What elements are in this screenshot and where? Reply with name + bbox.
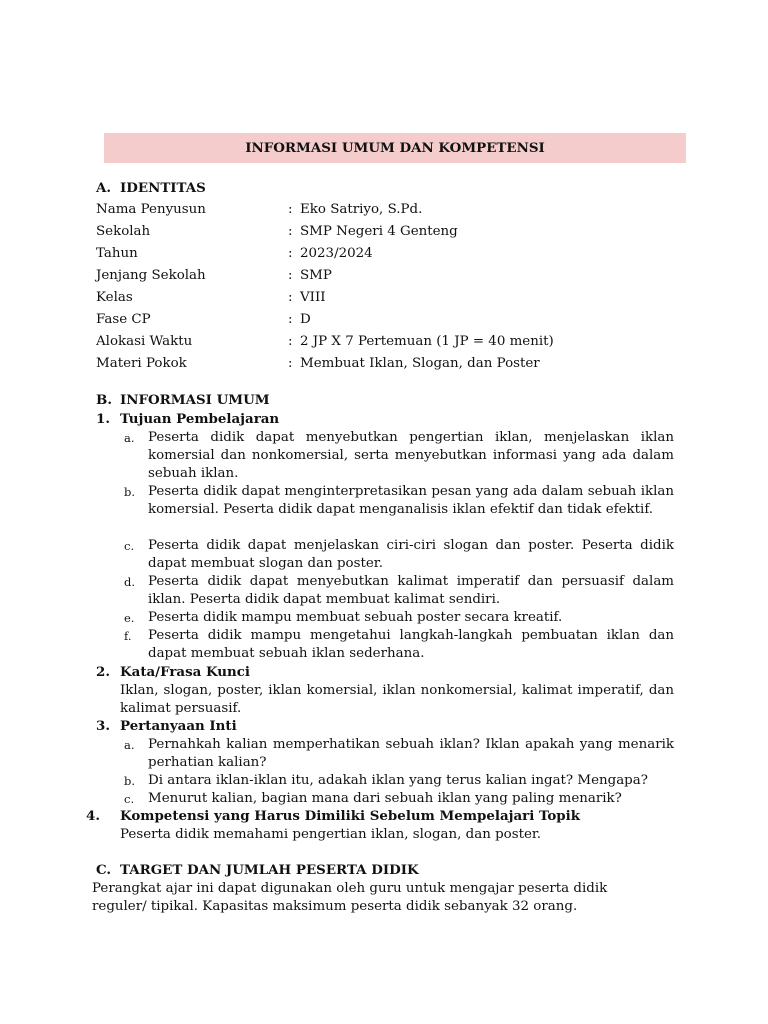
- identity-row: [96, 356, 696, 378]
- subsection-number: 4.: [86, 808, 100, 824]
- list-item: Peserta didik dapat menyebutkan pengertian iklan, menjelaskan iklan komersial dan nonkomersial, serta menyebutkan informasi yang ada dalam sebuah iklan.: [148, 430, 674, 481]
- identity-label: Sekolah: [96, 224, 151, 239]
- identity-value: VIII: [300, 290, 326, 305]
- identity-row: [96, 334, 696, 356]
- list-item: Pernahkah kalian memperhatikan sebuah iklan? Iklan apakah yang menarik perhatian kalian?: [148, 737, 674, 770]
- list-marker: a.: [124, 431, 135, 445]
- identity-label: Fase CP: [96, 312, 151, 327]
- list-marker: b.: [124, 774, 136, 788]
- list-marker: c.: [124, 539, 135, 553]
- identity-row: [96, 224, 696, 246]
- list-item: Peserta didik dapat menyebutkan kalimat imperatif dan persuasif dalam iklan. Peserta didik dapat membuat kalimat sendiri.: [148, 574, 674, 607]
- target-text: Perangkat ajar ini dapat digunakan oleh guru untuk mengajar peserta didik reguler/ tipikal. Kapasitas maksimum peserta didik sebanyak 32 orang.: [92, 881, 608, 914]
- section-c-letter: C.: [96, 862, 112, 878]
- list-marker: f.: [124, 629, 132, 643]
- identity-value: Eko Satriyo, S.Pd.: [300, 202, 423, 217]
- list-marker: b.: [124, 485, 136, 499]
- section-c-heading: TARGET DAN JUMLAH PESERTA DIDIK: [120, 862, 419, 878]
- identity-value: SMP Negeri 4 Genteng: [300, 224, 458, 239]
- list-marker: c.: [124, 792, 135, 806]
- identity-colon: :: [288, 246, 293, 261]
- section-b-heading: INFORMASI UMUM: [120, 392, 270, 408]
- identity-value: D: [300, 312, 311, 327]
- subsection-heading: Kompetensi yang Harus Dimiliki Sebelum Mempelajari Topik: [120, 808, 581, 824]
- subsection-heading: Pertanyaan Inti: [120, 718, 237, 734]
- identity-colon: :: [288, 224, 293, 239]
- document-title: INFORMASI UMUM DAN KOMPETENSI: [104, 133, 686, 163]
- list-item: Peserta didik dapat menjelaskan ciri-ciri slogan dan poster. Peserta didik dapat membuat slogan dan poster.: [148, 538, 674, 571]
- list-marker: a.: [124, 738, 135, 752]
- identity-label: Tahun: [96, 246, 138, 261]
- identity-colon: :: [288, 334, 293, 349]
- subsection-heading: Kata/Frasa Kunci: [120, 664, 251, 680]
- identity-colon: :: [288, 290, 293, 305]
- identity-value: SMP: [300, 268, 332, 283]
- section-b-letter: B.: [96, 392, 112, 408]
- identity-label: Jenjang Sekolah: [96, 268, 206, 283]
- identity-colon: :: [288, 268, 293, 283]
- list-marker: d.: [124, 575, 136, 589]
- identity-colon: :: [288, 202, 293, 217]
- identity-colon: :: [288, 312, 293, 327]
- identity-row: [96, 268, 696, 290]
- identity-row: [96, 312, 696, 334]
- list-item: Peserta didik mampu membuat sebuah poster secara kreatif.: [148, 610, 563, 625]
- subsection-number: 1.: [96, 411, 110, 427]
- list-item: Menurut kalian, bagian mana dari sebuah iklan yang paling menarik?: [148, 791, 622, 806]
- subsection-number: 3.: [96, 718, 110, 734]
- subsection-number: 2.: [96, 664, 110, 680]
- identity-value: Membuat Iklan, Slogan, dan Poster: [300, 356, 540, 371]
- identity-colon: :: [288, 356, 293, 371]
- identity-row: [96, 246, 696, 268]
- subsection-heading: Tujuan Pembelajaran: [120, 411, 280, 427]
- identity-label: Kelas: [96, 290, 133, 305]
- list-item: Peserta didik dapat menginterpretasikan pesan yang ada dalam sebuah iklan komersial. Peserta didik dapat menganalisis iklan efektif dan tidak efektif.: [148, 484, 674, 517]
- identity-value: 2 JP X 7 Pertemuan (1 JP = 40 menit): [300, 334, 554, 349]
- identity-label: Alokasi Waktu: [96, 334, 193, 349]
- list-item: Peserta didik mampu mengetahui langkah-langkah pembuatan iklan dan dapat membuat sebuah iklan sederhana.: [148, 628, 674, 661]
- identity-label: Nama Penyusun: [96, 202, 206, 217]
- list-marker: e.: [124, 611, 135, 625]
- keywords-text: Iklan, slogan, poster, iklan komersial, iklan nonkomersial, kalimat imperatif, dan kalimat persuasif.: [120, 683, 674, 716]
- identity-value: 2023/2024: [300, 246, 373, 261]
- section-a-heading: IDENTITAS: [120, 180, 206, 196]
- competency-text: Peserta didik memahami pengertian iklan, slogan, dan poster.: [120, 827, 542, 842]
- identity-row: [96, 290, 696, 312]
- identity-label: Materi Pokok: [96, 356, 187, 371]
- identity-row: [96, 202, 696, 224]
- list-item: Di antara iklan-iklan itu, adakah iklan yang terus kalian ingat? Mengapa?: [148, 773, 648, 788]
- section-a-letter: A.: [96, 180, 112, 196]
